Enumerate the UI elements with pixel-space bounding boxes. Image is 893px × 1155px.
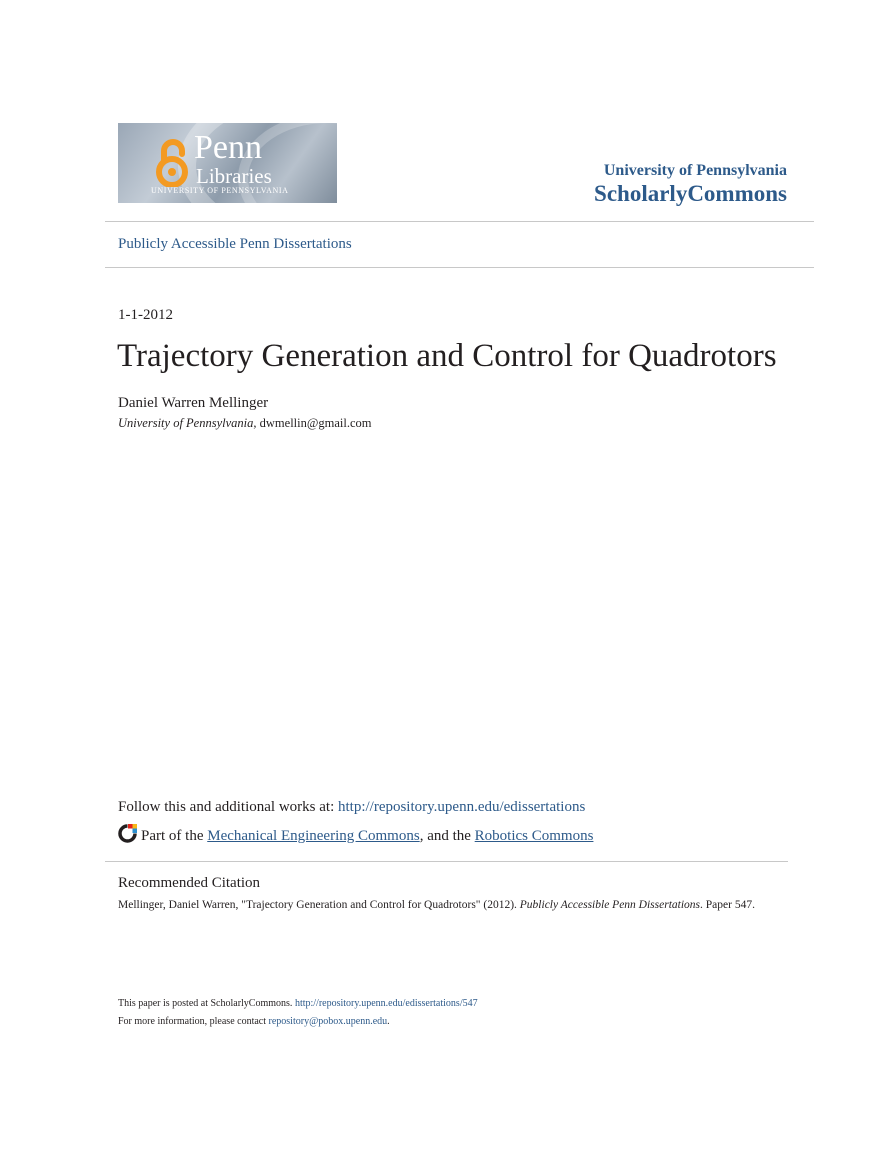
contact-label: For more information, please contact [118,1016,269,1027]
collection-divider [105,267,814,268]
publication-date: 1-1-2012 [118,307,173,323]
and-the-text: , and the [419,828,475,844]
collection-link[interactable]: Publicly Accessible Penn Dissertations [118,236,352,252]
follow-url-link[interactable]: http://repository.upenn.edu/edissertations [337,799,586,815]
logo-university-text: UNIVERSITY OF PENNSYLVANIA [151,186,289,195]
affiliation-name: University of Pennsylvania [118,416,254,430]
contact-line [118,1016,390,1028]
part-of-label: Part of the [141,828,208,844]
open-access-lock-icon [156,139,188,187]
citation-heading: Recommended Citation [118,875,261,891]
affiliation-separator: , [253,416,260,430]
contact-email-link[interactable]: repository@pobox.upenn.edu [268,1016,388,1027]
repository-institution[interactable]: University of Pennsylvania [603,162,787,179]
author-email: dwmellin@gmail.com [259,416,372,430]
part-of-line [118,824,593,845]
citation-text [118,898,768,914]
citation-plain: Mellinger, Daniel Warren, "Trajectory Generation and Control for Quadrotors" (2012). [118,899,520,911]
posted-label: This paper is posted at ScholarlyCommons. [118,998,295,1009]
document-title: Trajectory Generation and Control for Quadrotors [117,338,777,374]
header-divider [105,221,814,222]
robotics-commons-link[interactable]: Robotics Commons [474,828,594,844]
penn-libraries-logo[interactable] [118,123,337,203]
follow-label: Follow this and additional works at: [118,799,338,815]
citation-tail: . Paper 547. [700,899,755,911]
citation-divider [105,861,788,862]
posted-line [118,998,478,1010]
repository-name[interactable]: ScholarlyCommons [594,181,787,206]
contact-end: . [387,1016,390,1027]
author-name: Daniel Warren Mellinger [118,395,269,411]
follow-line [118,798,585,816]
mechanical-engineering-commons-link[interactable]: Mechanical Engineering Commons [207,828,420,844]
citation-series: Publicly Accessible Penn Dissertations [519,899,701,911]
digital-commons-network-icon [118,824,137,843]
logo-libraries-text: Libraries [196,164,272,188]
logo-penn-text: Penn [194,129,262,166]
author-affiliation [118,416,371,431]
posted-url-link[interactable]: http://repository.upenn.edu/edissertations/547 [294,998,478,1009]
